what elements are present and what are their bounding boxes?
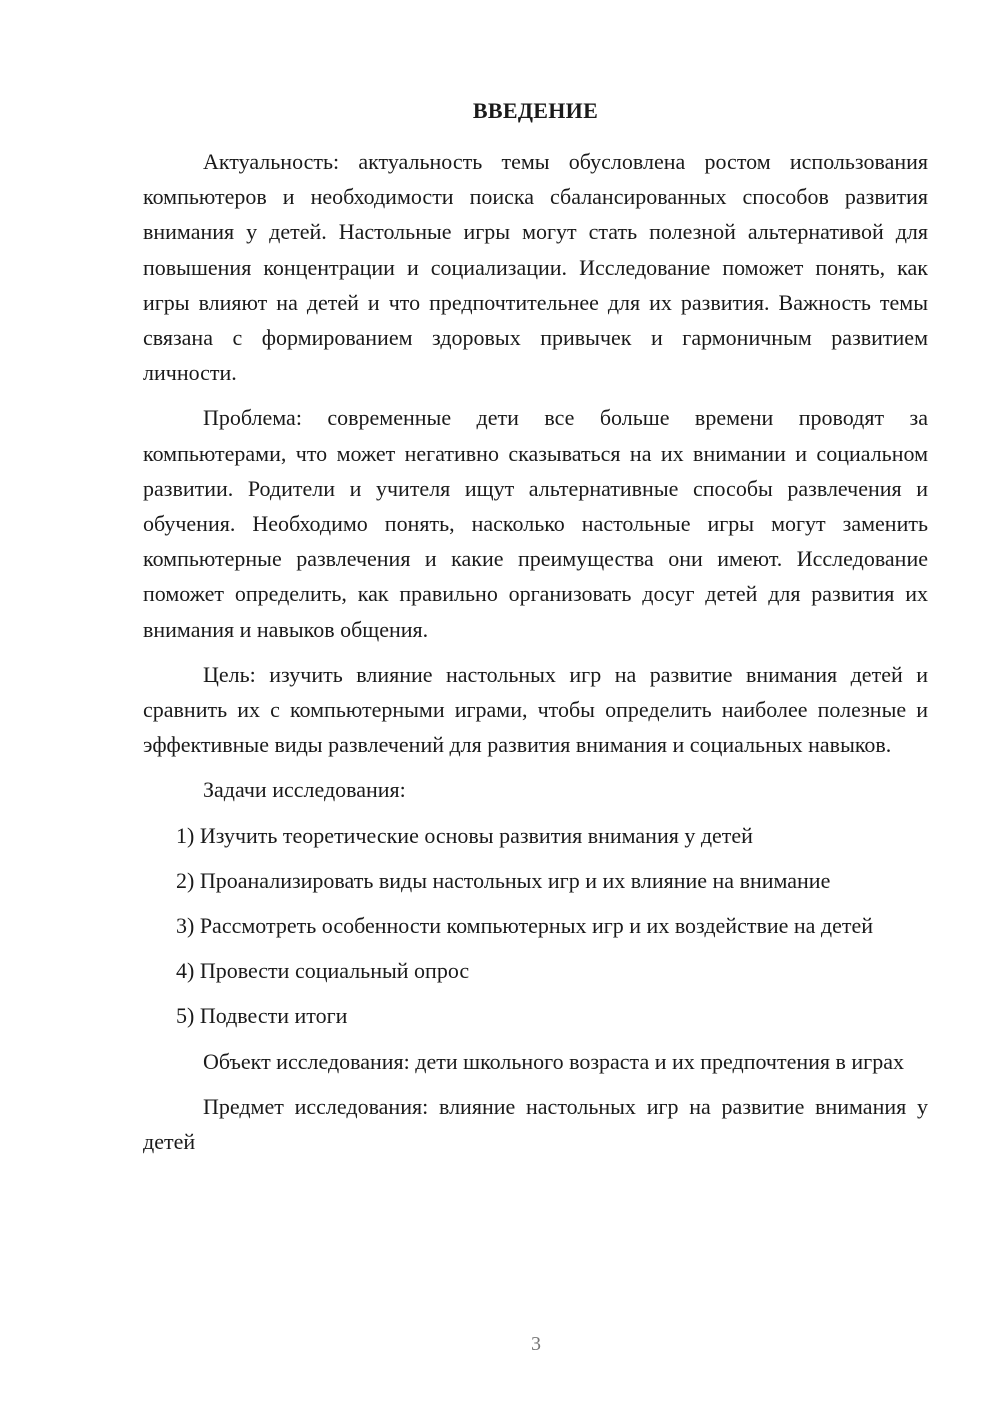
document-page	[143, 96, 928, 1169]
task-item-1: 1) Изучить теоретические основы развития внимания у детей	[176, 822, 753, 848]
tasks-label: Задачи исследования:	[203, 777, 406, 803]
task-item-5: 5) Подвести итоги	[176, 1003, 348, 1029]
task-item-4: 4) Провести социальный опрос	[176, 958, 470, 984]
page-number: 3	[531, 1333, 541, 1355]
section-heading: ВВЕДЕНИЕ	[472, 98, 599, 123]
goal-paragraph: Цель: изучить влияние настольных игр на развитие внимания детей и сравнить их с компьютерными играми, чтобы определить наиболее полезные и эффективные виды развлечений для развития внимания и социальных навыков.	[143, 661, 928, 758]
subject-paragraph: Предмет исследования: влияние настольных игр на развитие внимания у детей	[143, 1093, 928, 1155]
object-paragraph: Объект исследования: дети школьного возраста и их предпочтения в играх	[203, 1048, 904, 1074]
relevance-paragraph: Актуальность: актуальность темы обусловлена ростом использования компьютеров и необходимости поиска сбалансированных способов развития внимания у детей. Настольные игры могут стать полезной альтернативой для повышения концентрации и социализации. Исследование поможет понять, как игры влияют на детей и что предпочтительнее для их развития. Важность темы связана с формированием здоровых привычек и гармоничным развитием личности.	[143, 149, 928, 386]
task-item-3: 3) Рассмотреть особенности компьютерных игр и их воздействие на детей	[176, 913, 874, 939]
task-item-2: 2) Проанализировать виды настольных игр и их влияние на внимание	[176, 867, 831, 893]
problem-paragraph: Проблема: современные дети все больше времени проводят за компьютерами, что может негативно сказываться на их внимании и социальном развитии. Родители и учителя ищут альтернативные способы развлечения и обучения. Необходимо понять, насколько настольные игры могут заменить компьютерные развлечения и какие преимущества они имеют. Исследование поможет определить, как правильно организовать досуг детей для развития их внимания и навыков общения.	[143, 405, 928, 642]
